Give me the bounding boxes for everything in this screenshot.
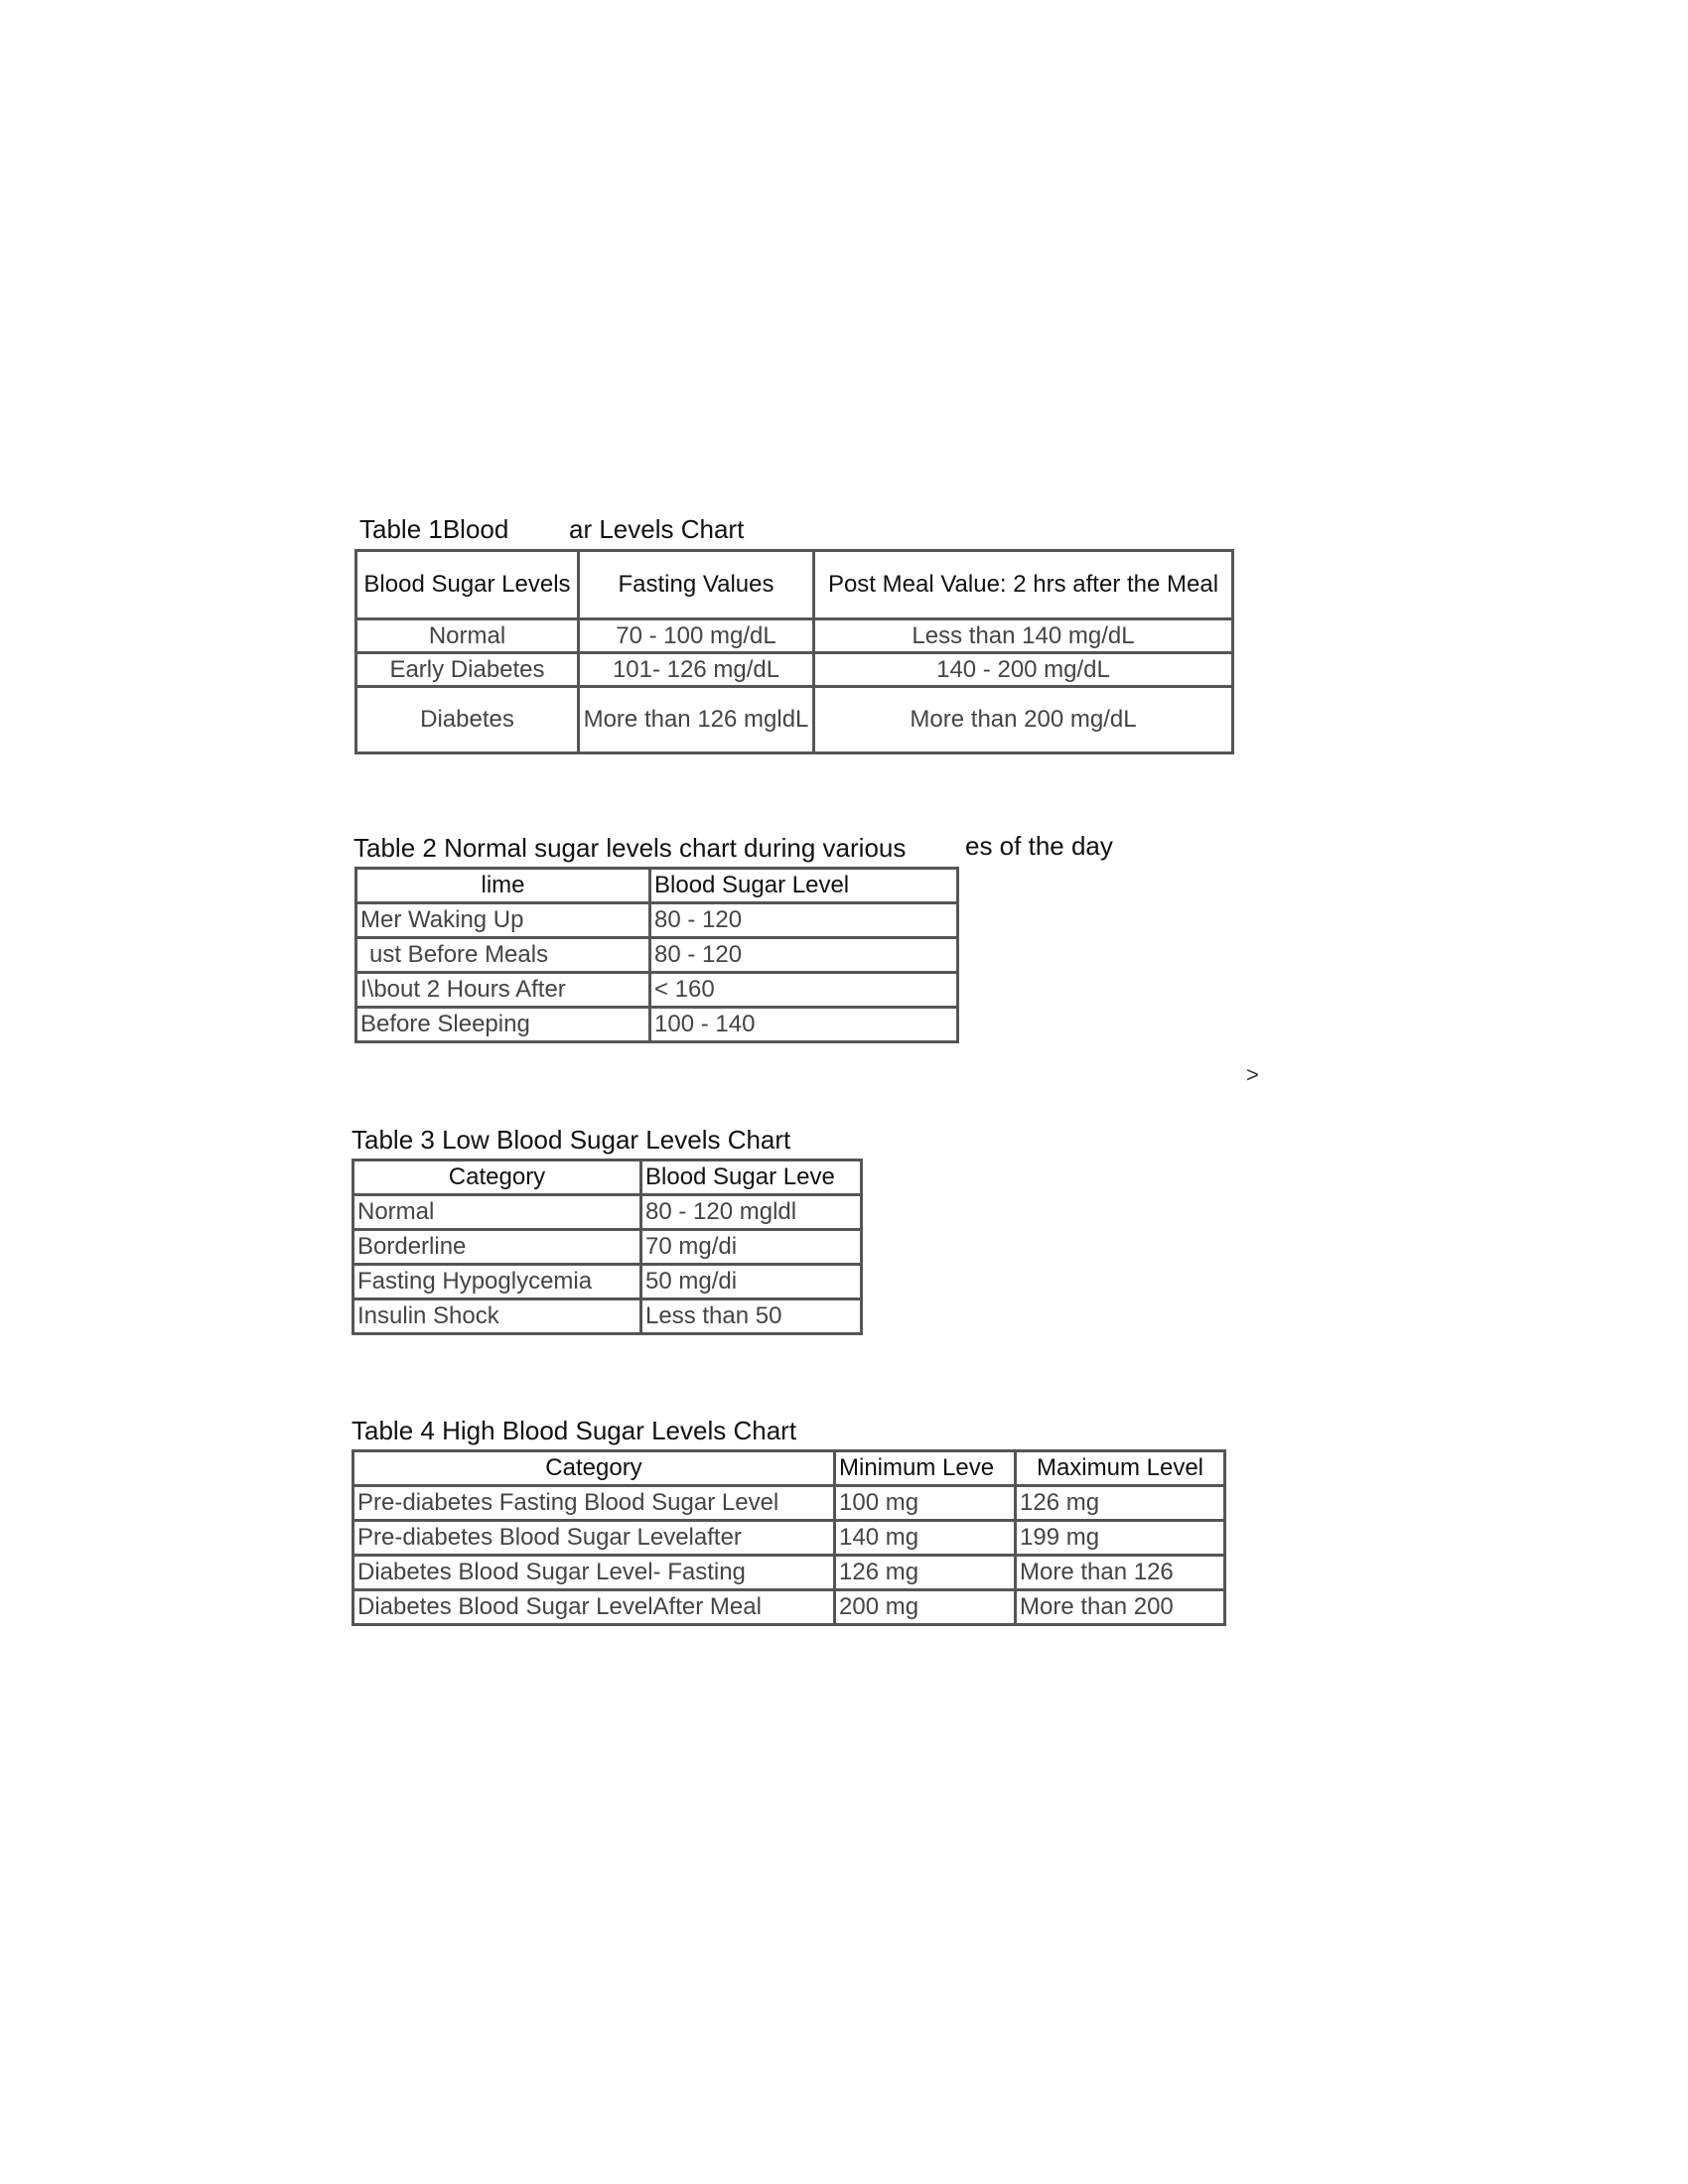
table1-cell: More than 126 mgldL [579,687,814,753]
table3-cell: Normal [353,1195,641,1230]
table4-cell: Diabetes Blood Sugar Level- Fasting [353,1556,835,1590]
table4-caption [352,1418,796,1443]
table2-header-level: Blood Sugar Level [650,869,958,903]
table1-cell: Normal [356,619,579,653]
table4-caption-text: Table 4 High Blood Sugar Levels Chart [352,1416,797,1445]
table3-cell: Less than 50 [641,1299,862,1334]
table3-header-level: Blood Sugar Leve [641,1160,862,1195]
table1-cell: Less than 140 mg/dL [814,619,1233,653]
table3-header-category: Category [353,1160,641,1195]
table1-cell: 101- 126 mg/dL [579,653,814,687]
table4-cell: 200 mg [835,1590,1016,1625]
table3-cell: Borderline [353,1230,641,1265]
table2-cell: 100 - 140 [650,1008,958,1042]
table3-cell: 70 mg/di [641,1230,862,1265]
table4-header-maximum: Maximum Level [1016,1451,1225,1486]
table1 [354,549,1234,754]
table4-header-minimum: Minimum Leve [835,1451,1016,1486]
table2-cell: ust Before Meals [356,938,650,973]
table4-cell: 126 mg [835,1556,1016,1590]
table2-cell: 80 - 120 [650,903,958,938]
table3-cell: 80 - 120 mgldl [641,1195,862,1230]
table4-cell: 199 mg [1016,1521,1225,1556]
stray-marker: > [1246,1062,1259,1087]
table1-cell: Diabetes [356,687,579,753]
table3-cell: 50 mg/di [641,1265,862,1299]
table1-cell: 140 - 200 mg/dL [814,653,1233,687]
table2-cell: Before Sleeping [356,1008,650,1042]
table1-cell: More than 200 mg/dL [814,687,1233,753]
table4-cell: 126 mg [1016,1486,1225,1521]
table2 [354,867,959,1043]
table4 [352,1449,1226,1626]
table2-caption [353,831,1113,863]
table3-caption [352,1127,790,1153]
table4-cell: Pre-diabetes Blood Sugar Levelafter [353,1521,835,1556]
table3-cell: Insulin Shock [353,1299,641,1334]
table1-caption-part2: ar Levels Chart [569,514,745,544]
table2-cell: I\bout 2 Hours After [356,973,650,1008]
table3-cell: Fasting Hypoglycemia [353,1265,641,1299]
table2-cell: < 160 [650,973,958,1008]
table4-cell: More than 126 [1016,1556,1225,1590]
table1-header-postmeal: Post Meal Value: 2 hrs after the Meal [814,551,1233,619]
table1-caption-part1: Table 1Blood [359,514,509,544]
table2-caption-part1: Table 2 Normal sugar levels chart during various [353,833,907,863]
table2-caption-part2: es of the day [965,831,1113,861]
table1-header-fasting: Fasting Values [579,551,814,619]
table4-cell: 100 mg [835,1486,1016,1521]
table1-cell: Early Diabetes [356,653,579,687]
table2-cell: Mer Waking Up [356,903,650,938]
table3 [352,1159,863,1335]
table2-header-time: lime [356,869,650,903]
table1-header-levels: Blood Sugar Levels [356,551,579,619]
table2-cell: 80 - 120 [650,938,958,973]
table4-cell: Diabetes Blood Sugar LevelAfter Meal [353,1590,835,1625]
table4-cell: 140 mg [835,1521,1016,1556]
table3-caption-text: Table 3 Low Blood Sugar Levels Chart [352,1125,791,1155]
table4-header-category: Category [353,1451,835,1486]
table1-cell: 70 - 100 mg/dL [579,619,814,653]
table4-cell: Pre-diabetes Fasting Blood Sugar Level [353,1486,835,1521]
table1-caption [359,514,745,544]
table4-cell: More than 200 [1016,1590,1225,1625]
